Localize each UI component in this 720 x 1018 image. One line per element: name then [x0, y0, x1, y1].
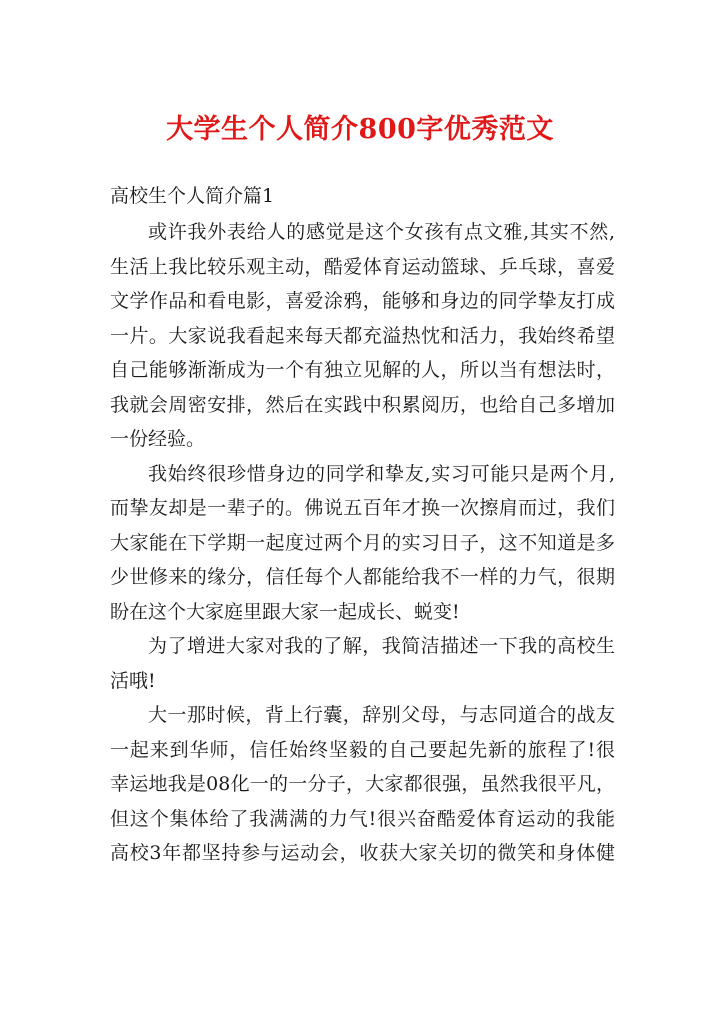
text-line: 我就会周密安排，然后在实践中积累阅历，也给自己多增加 [110, 393, 615, 416]
text-line: 或许我外表给人的感觉是这个女孩有点文雅,其实不然, [148, 221, 615, 243]
text-line: 高校3年都坚持参与运动会，收获大家关切的微笑和身体健 [110, 842, 615, 864]
text-line: 盼在这个大家庭里跟大家一起成长、蜕变! [110, 600, 460, 623]
text-line: 少世修来的缘分，信任每个人都能给我不一样的力气，很期 [110, 566, 615, 588]
text-line: 自己能够渐渐成为一个有独立见解的人，所以当有想法时， [110, 359, 615, 381]
text-line: 而挚友却是一辈子的。佛说五百年才换一次擦肩而过，我们 [110, 497, 615, 519]
document-body [110, 215, 615, 871]
text-line: 为了增进大家对我的了解，我简洁描述一下我的高校生 [148, 635, 615, 657]
text-line: 一起来到华师，信任始终坚毅的自己要起先新的旅程了!很 [110, 738, 615, 761]
text-line: 幸运地我是08化一的一分子，大家都很强，虽然我很平凡， [110, 773, 615, 795]
text-line: 活哦! [110, 669, 156, 692]
section-heading: 高校生个人简介篇1 [110, 185, 275, 207]
text-line: 但这个集体给了我满满的力气!很兴奋酷爱体育运动的我能 [110, 807, 615, 830]
text-line: 文学作品和看电影，喜爱涂鸦，能够和身边的同学挚友打成 [110, 290, 615, 312]
text-line: 生活上我比较乐观主动，酷爱体育运动篮球、乒乓球，喜爱 [110, 255, 615, 278]
document-title: 大学生个人简介800字优秀范文 [166, 114, 554, 145]
text-line: 大家能在下学期一起度过两个月的实习日子，这不知道是多 [110, 531, 615, 554]
text-line: 一片。大家说我看起来每天都充溢热忱和活力，我始终希望 [110, 324, 615, 347]
text-line: 一份经验。 [110, 428, 206, 450]
text-line: 大一那时候，背上行囊，辞别父母，与志同道合的战友 [148, 704, 615, 726]
text-line: 我始终很珍惜身边的同学和挚友,实习可能只是两个月, [148, 462, 615, 485]
